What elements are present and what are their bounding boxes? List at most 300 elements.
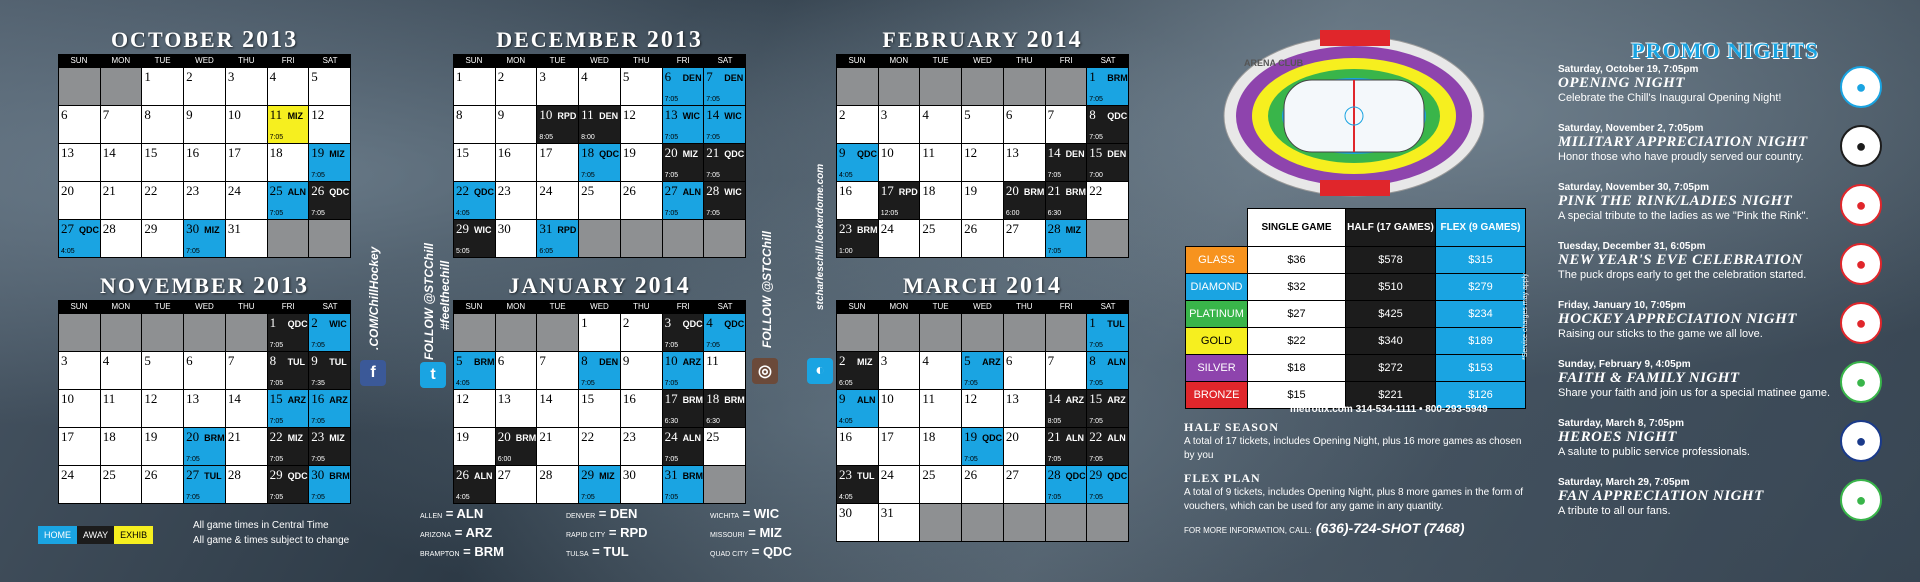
day-number: 13: [186, 391, 200, 406]
calendar-day: [1004, 106, 1046, 144]
day-number: 14: [706, 107, 720, 122]
day-number: 26: [144, 467, 158, 482]
promo-name: FAN APPRECIATION NIGHT: [1558, 488, 1764, 504]
calendar-day: [1046, 106, 1088, 144]
game-time: 7:05: [269, 134, 284, 141]
day-number: 24: [880, 467, 894, 482]
promo-item: [1558, 241, 1848, 281]
opponent: DEN: [599, 357, 619, 367]
game-day[interactable]: [962, 428, 1004, 466]
game-day[interactable]: [663, 390, 705, 428]
day-number: 15: [581, 391, 595, 406]
calendar-day: [59, 144, 101, 182]
game-time: 7:05: [581, 380, 595, 387]
day-number: 2: [839, 353, 846, 368]
calendar-day: [496, 144, 538, 182]
promo-name: FAITH & FAMILY NIGHT: [1558, 370, 1740, 386]
weekday-label: SAT: [1100, 56, 1116, 65]
day-number: 6: [186, 353, 193, 368]
calendar-day: [837, 106, 879, 144]
game-time: 7:05: [186, 248, 200, 255]
calendar-day: [879, 390, 921, 428]
day-number: 2: [311, 315, 318, 330]
day-number: 27: [664, 183, 678, 198]
calendar-day: [1004, 352, 1046, 390]
game-day[interactable]: [704, 106, 746, 144]
game-time: 8:05: [1047, 418, 1062, 425]
calendar-grid: [58, 313, 351, 504]
game-day[interactable]: [268, 390, 310, 428]
game-time: 7:05: [1089, 96, 1103, 103]
single-price: $22: [1248, 328, 1346, 355]
weekday-header: [836, 54, 1129, 67]
opponent: BRM: [1107, 73, 1128, 83]
abbreviation-row: [420, 525, 504, 544]
day-number: 20: [1005, 183, 1019, 198]
calendar-day: [1004, 428, 1046, 466]
game-time: 4:05: [839, 494, 853, 501]
game-day[interactable]: [1087, 314, 1129, 352]
opponent: BRM: [1023, 187, 1045, 197]
tier-label: GLASS: [1186, 247, 1248, 274]
calendar-day: [101, 182, 143, 220]
city-name: TULSA: [566, 551, 589, 558]
month-title: FEBRUARY 2014: [882, 27, 1083, 53]
weekday-label: WED: [973, 56, 992, 65]
arena-seating-map: [1222, 28, 1487, 198]
day-number: 23: [186, 183, 200, 198]
team-logo-icon: ●: [1840, 243, 1882, 285]
day-number: 28: [706, 183, 720, 198]
day-number: 3: [880, 107, 888, 122]
promo-date: Friday, January 10, 7:05pm: [1558, 300, 1686, 311]
price-row: [1186, 355, 1526, 382]
calendar-day: [101, 352, 143, 390]
opponent: QDC: [474, 187, 494, 197]
empty-day: [920, 314, 962, 352]
game-day[interactable]: [663, 68, 705, 106]
weekday-label: WED: [590, 56, 609, 65]
game-time: 7:05: [664, 210, 679, 217]
game-day[interactable]: [309, 182, 351, 220]
day-number: 4: [706, 315, 713, 330]
calendar-day: [226, 182, 268, 220]
game-day[interactable]: [663, 352, 705, 390]
calendar-day: [454, 428, 496, 466]
game-time: 7:05: [664, 456, 679, 463]
game-day[interactable]: [454, 352, 496, 390]
game-day[interactable]: [268, 466, 310, 504]
opponent: TUL: [329, 357, 347, 367]
day-number: 16: [311, 391, 325, 406]
game-time: 7:05: [186, 456, 200, 463]
game-day[interactable]: [1087, 106, 1129, 144]
opponent: MIZ: [599, 471, 615, 481]
day-number: 20: [664, 145, 678, 160]
game-day[interactable]: [268, 352, 310, 390]
weekday-label: MON: [506, 56, 526, 65]
calendar-day: [579, 182, 621, 220]
empty-day: [621, 220, 663, 258]
day-number: 29: [144, 221, 158, 236]
day-number: 18: [706, 391, 720, 406]
day-number: 5: [622, 69, 630, 84]
weekday-header: [836, 300, 1129, 313]
calendar-day: [920, 428, 962, 466]
opponent: QDC: [724, 319, 745, 329]
game-time: 5:05: [456, 248, 470, 255]
game-time: 7:05: [269, 418, 284, 425]
instagram-handle[interactable]: FOLLOW @STCChill: [760, 230, 774, 348]
game-day[interactable]: [837, 390, 879, 428]
day-number: 1: [144, 69, 151, 84]
game-day[interactable]: [268, 182, 310, 220]
weekday-label: SUN: [465, 56, 483, 65]
game-day[interactable]: [268, 314, 310, 352]
day-number: 18: [922, 183, 936, 198]
calendar-february: [836, 26, 1129, 258]
opponent: MIZ: [204, 225, 220, 235]
facebook-icon[interactable]: f: [360, 360, 386, 386]
day-number: 10: [61, 391, 74, 406]
opponent: DEN: [1065, 149, 1085, 159]
game-day[interactable]: [1087, 428, 1129, 466]
day-number: 7: [102, 107, 110, 122]
info-label: FOR MORE INFORMATION, CALL:: [1184, 526, 1312, 535]
game-day[interactable]: [837, 352, 879, 390]
day-number: 11: [581, 107, 594, 122]
empty-day: [309, 220, 351, 258]
game-day[interactable]: [704, 68, 746, 106]
game-time: 7:05: [706, 134, 720, 141]
opponent: ARZ: [982, 357, 1001, 367]
arena-club-label: ARENA CLUB: [1244, 58, 1304, 68]
day-number: 29: [456, 221, 469, 236]
game-time: 6:00: [1005, 210, 1020, 217]
calendar-day: [879, 106, 921, 144]
empty-day: [837, 68, 879, 106]
opponent: BRM: [474, 357, 495, 367]
game-day[interactable]: [879, 182, 921, 220]
promo-item: [1558, 64, 1848, 104]
day-number: 11: [706, 353, 719, 368]
game-time: 7:05: [1089, 342, 1103, 349]
day-number: 7: [539, 353, 546, 368]
weekday-label: WED: [973, 302, 992, 311]
tier-label: BRONZE: [1186, 382, 1248, 409]
calendar-october: [58, 26, 351, 258]
day-number: 16: [497, 145, 511, 160]
day-number: 18: [102, 429, 116, 444]
game-day[interactable]: [1046, 220, 1088, 258]
game-time: 4:05: [61, 248, 75, 255]
game-day[interactable]: [663, 314, 705, 352]
game-day[interactable]: [309, 314, 351, 352]
game-day[interactable]: [579, 352, 621, 390]
day-number: 3: [880, 353, 888, 368]
weekday-label: THU: [238, 302, 255, 311]
game-time: 7:05: [269, 210, 284, 217]
instagram-icon[interactable]: ◎: [752, 358, 778, 384]
day-number: 10: [880, 391, 894, 406]
empty-day: [1004, 504, 1046, 542]
calendar-january: [453, 272, 746, 504]
calendar-grid: [836, 313, 1129, 542]
day-number: 14: [1047, 391, 1061, 406]
weekday-label: SUN: [848, 56, 866, 65]
day-number: 30: [311, 467, 325, 482]
game-day[interactable]: [309, 390, 351, 428]
game-day[interactable]: [663, 182, 705, 220]
team-logo-icon: ●: [1840, 125, 1882, 167]
calendar-day: [496, 220, 538, 258]
game-time: 4:05: [839, 172, 853, 179]
game-day[interactable]: [1087, 390, 1129, 428]
weekday-label: THU: [633, 56, 650, 65]
month-title: DECEMBER 2013: [496, 27, 703, 53]
calendar-day: [142, 144, 184, 182]
weekday-label: TUE: [549, 56, 566, 65]
calendar-day: [920, 352, 962, 390]
abbreviation-row: [566, 544, 648, 563]
calendar-day: [59, 466, 101, 504]
weekday-label: FRI: [1059, 56, 1073, 65]
game-time: 7:05: [964, 456, 978, 463]
game-time: 7:05: [1089, 134, 1103, 141]
game-day[interactable]: [184, 428, 226, 466]
abbreviation-row: [710, 544, 792, 563]
hashtag: #feelthechill: [438, 260, 452, 330]
game-day[interactable]: [454, 466, 496, 504]
game-day[interactable]: [1046, 466, 1088, 504]
day-number: 22: [1089, 429, 1103, 444]
opponent: QDC: [857, 149, 877, 159]
game-day[interactable]: [704, 390, 746, 428]
game-day[interactable]: [1046, 144, 1088, 182]
day-number: 10: [227, 107, 241, 122]
game-day[interactable]: [309, 144, 351, 182]
weekday-header: [453, 54, 746, 67]
calendar-day: [1004, 390, 1046, 428]
empty-day: [663, 220, 705, 258]
day-number: 13: [61, 145, 74, 160]
twitter-icon[interactable]: t: [420, 362, 446, 388]
calendar-day: [59, 106, 101, 144]
calendar-day: [621, 68, 663, 106]
game-day[interactable]: [184, 466, 226, 504]
calendar-day: [920, 144, 962, 182]
day-number: 12: [311, 107, 325, 122]
game-day[interactable]: [309, 466, 351, 504]
game-time: 1:00: [839, 248, 853, 255]
opponent: WIC: [329, 319, 347, 329]
empty-day: [1087, 504, 1129, 542]
game-time: 7:05: [311, 172, 325, 179]
calendar-day: [142, 220, 184, 258]
opponent: WIC: [474, 225, 492, 235]
flex-price: $189: [1436, 328, 1526, 355]
game-day[interactable]: [579, 466, 621, 504]
opponent: MIZ: [287, 111, 304, 121]
game-day[interactable]: [663, 106, 705, 144]
game-time: 7:05: [1089, 456, 1103, 463]
lockerdome-icon[interactable]: ◐: [807, 358, 833, 384]
team-abbreviations: [710, 506, 792, 563]
info-phone[interactable]: (636)-724-SHOT (7468): [1315, 520, 1465, 536]
game-day[interactable]: [309, 428, 351, 466]
game-day[interactable]: [1087, 144, 1129, 182]
opponent: BRM: [724, 395, 745, 405]
opponent: ARZ: [1107, 395, 1126, 405]
day-number: 24: [539, 183, 553, 198]
game-day[interactable]: [663, 144, 705, 182]
calendar-day: [621, 314, 663, 352]
game-time: 7:05: [1089, 380, 1103, 387]
opponent: ALN: [1107, 433, 1126, 443]
opponent: DEN: [599, 111, 619, 121]
game-day[interactable]: [663, 428, 705, 466]
day-number: 1: [1089, 69, 1096, 84]
game-time: 7:05: [664, 96, 679, 103]
game-day[interactable]: [1087, 68, 1129, 106]
game-time: 7:05: [269, 342, 284, 349]
empty-day: [579, 220, 621, 258]
weekday-label: MON: [111, 56, 131, 65]
opponent: MIZ: [857, 357, 873, 367]
game-day[interactable]: [1046, 182, 1088, 220]
game-time: 7:05: [311, 418, 325, 425]
day-number: 22: [269, 429, 283, 444]
price-header-row: [1186, 209, 1526, 247]
game-day[interactable]: [537, 220, 579, 258]
game-day[interactable]: [663, 466, 705, 504]
day-number: 20: [497, 429, 511, 444]
weekday-label: THU: [1016, 56, 1033, 65]
twitter-handle[interactable]: FOLLOW @STCChill: [422, 242, 436, 360]
day-number: 3: [664, 315, 672, 330]
day-number: 5: [964, 107, 971, 122]
game-day[interactable]: [579, 144, 621, 182]
day-number: 23: [839, 221, 852, 236]
game-day[interactable]: [1087, 466, 1129, 504]
day-number: 2: [839, 107, 846, 122]
opponent: QDC: [1065, 471, 1086, 481]
game-day[interactable]: [537, 106, 579, 144]
calendar-day: [537, 428, 579, 466]
facebook-url[interactable]: .COM/ChillHockey: [367, 246, 381, 350]
game-day[interactable]: [704, 314, 746, 352]
day-number: 1: [1089, 315, 1096, 330]
calendar-day: [537, 68, 579, 106]
calendar-day: [1004, 220, 1046, 258]
game-day[interactable]: [962, 352, 1004, 390]
calendar-day: [226, 390, 268, 428]
game-day[interactable]: [837, 466, 879, 504]
game-day[interactable]: [1046, 390, 1088, 428]
calendar-day: [268, 144, 310, 182]
day-number: 26: [964, 221, 978, 236]
calendar-day: [226, 220, 268, 258]
game-day[interactable]: [1087, 352, 1129, 390]
game-day[interactable]: [184, 220, 226, 258]
promo-description: Celebrate the Chill's Inaugural Opening Night!: [1558, 92, 1782, 104]
game-day[interactable]: [1046, 428, 1088, 466]
website-url[interactable]: stcharleschill.lockerdome.com: [815, 163, 826, 310]
day-number: 20: [1005, 429, 1019, 444]
game-day[interactable]: [837, 220, 879, 258]
game-day[interactable]: [704, 182, 746, 220]
day-number: 24: [61, 467, 74, 482]
game-day[interactable]: [268, 106, 310, 144]
calendar-day: [309, 68, 351, 106]
promo-description: Share your faith and join us for a special matinee game.: [1558, 387, 1831, 399]
city-name: ARIZONA: [420, 532, 452, 539]
day-number: 30: [839, 505, 852, 520]
game-time: 6:30: [706, 418, 720, 425]
day-number: 25: [269, 183, 283, 198]
game-day[interactable]: [59, 220, 101, 258]
opponent: RPD: [898, 187, 918, 197]
team-logo-icon: ●: [1840, 184, 1882, 226]
game-time: 7:05: [581, 494, 595, 501]
day-number: 4: [922, 353, 929, 368]
calendar-day: [1046, 352, 1088, 390]
game-time: 6:05: [539, 248, 554, 255]
day-number: 15: [1089, 145, 1103, 160]
weekday-label: WED: [195, 56, 214, 65]
opponent: ARZ: [287, 395, 307, 405]
day-number: 18: [922, 429, 936, 444]
calendar-day: [184, 390, 226, 428]
day-number: 12: [964, 145, 978, 160]
game-day[interactable]: [309, 352, 351, 390]
day-number: 17: [880, 429, 894, 444]
price-row: [1186, 247, 1526, 274]
weekday-header: [453, 300, 746, 313]
game-day[interactable]: [1004, 182, 1046, 220]
day-number: 19: [144, 429, 158, 444]
game-day[interactable]: [579, 106, 621, 144]
empty-day: [704, 466, 746, 504]
day-number: 28: [227, 467, 241, 482]
calendar-day: [59, 390, 101, 428]
day-number: 11: [102, 391, 116, 406]
day-number: 4: [581, 69, 588, 84]
game-day[interactable]: [454, 220, 496, 258]
day-number: 13: [664, 107, 678, 122]
calendar-day: [496, 390, 538, 428]
game-day[interactable]: [837, 144, 879, 182]
weekday-label: FRI: [1059, 302, 1073, 311]
game-day[interactable]: [454, 182, 496, 220]
game-time: 7:05: [269, 456, 284, 463]
day-number: 7: [1047, 353, 1055, 368]
abbreviation-row: [420, 506, 504, 525]
day-number: 17: [664, 391, 678, 406]
game-day[interactable]: [704, 144, 746, 182]
day-number: 29: [269, 467, 283, 482]
weekday-label: THU: [238, 56, 255, 65]
empty-day: [962, 504, 1004, 542]
game-day[interactable]: [496, 428, 538, 466]
promo-date: Saturday, March 29, 7:05pm: [1558, 477, 1690, 488]
calendar-day: [184, 144, 226, 182]
team-code: = ALN: [442, 506, 484, 521]
game-time: 7:05: [1047, 456, 1062, 463]
game-day[interactable]: [268, 428, 310, 466]
day-number: 15: [456, 145, 469, 160]
day-number: 24: [664, 429, 678, 444]
